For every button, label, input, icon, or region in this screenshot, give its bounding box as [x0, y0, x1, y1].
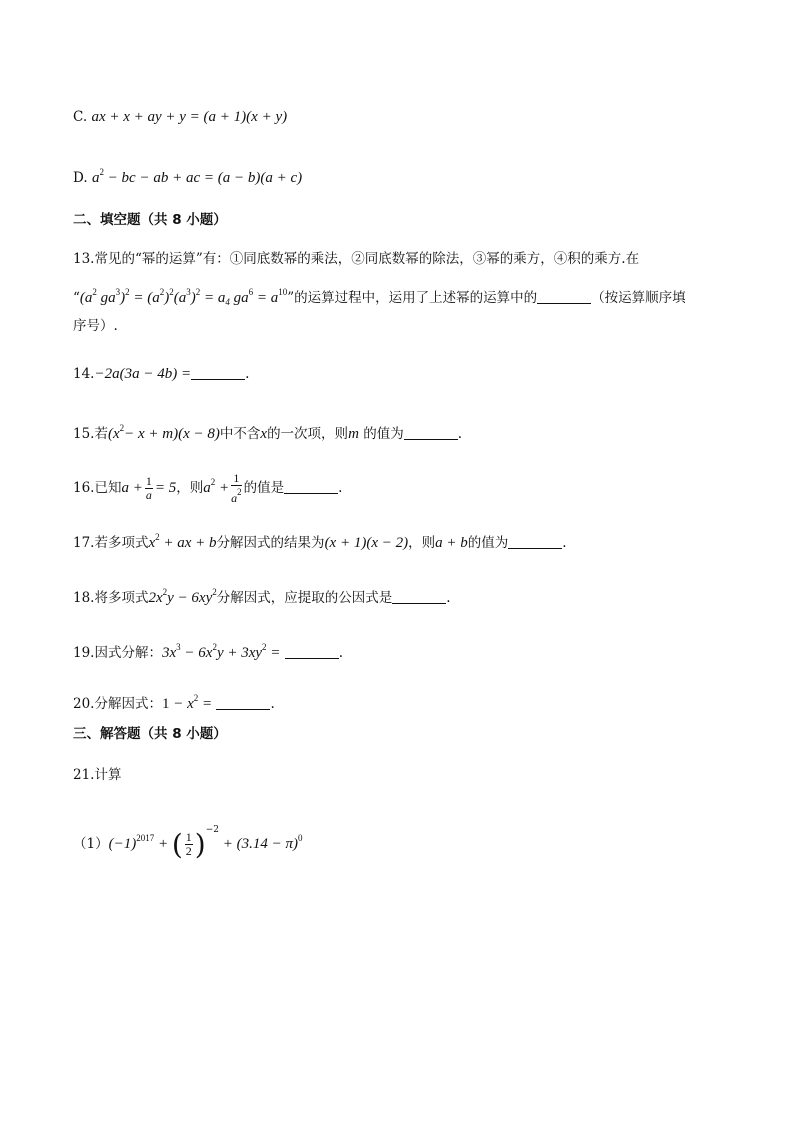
- q19: 19.因式分解：$3x^3 - 6x^2y + 3xy^2$ = .: [73, 642, 344, 661]
- q21-expression: $(-1)^{2017}$ +: [108, 833, 172, 852]
- q13-line1: 13.常见的“幂的运算”有：①同底数幂的乘法，②同底数幂的除法，③幂的乘方，④积的乘方.在: [73, 251, 640, 267]
- q13-line2: “($a^2$ $ga^3)^2 = (a^2)^2(a^3)^2 = a_4$ $ga^6 = a^{10}$”的运算过程中，运用了上述幂的运算中的 （按运算顺序填: [73, 287, 686, 307]
- q16-fraction-1: $\frac{1}{a}$: [145, 474, 152, 502]
- q21-title: 21.计算: [73, 767, 122, 783]
- q14-answer-blank[interactable]: [191, 365, 245, 380]
- q15-expression: $(x^2- x + m)(x - 8)$: [107, 423, 220, 442]
- option-d-math: $a^2$ − bc − ab + ac = (a − b)(a + c): [91, 167, 303, 186]
- option-c-math: ax + x + ay + y = (a + 1)(x + y): [91, 109, 288, 125]
- q16-fraction-2: $\frac{1}{a^2}$: [231, 471, 242, 505]
- q17-answer-blank[interactable]: [508, 534, 562, 549]
- q14-expression: −2a(3a − 4b) =: [94, 366, 192, 382]
- q20-answer-blank[interactable]: [216, 695, 270, 710]
- q18: 18.将多项式$2x^2y - 6xy^2$分解因式，应提取的公因式是 .: [73, 587, 451, 606]
- q13-line3: 序号）.: [73, 318, 118, 334]
- q21-part1: $(1)(-1)^{2017}$ + ( $\frac{1}{2}$ )$^{-2} + (3.14 - \pi)^0$: [73, 825, 303, 861]
- section-fill-in-heading: 二、填空题（共 8 小题）: [73, 212, 227, 228]
- option-d: [73, 162, 302, 188]
- q17: 17.若多项式$x^2$ + ax + b分解因式的结果为(x + 1)(x − 2)，则a + b的值为 .: [73, 532, 567, 551]
- q16: 16.已知a + $\frac{1}{a}$ = 5，则$a^2$ + $\frac{1}{a^2}$ 的值是 .: [73, 471, 343, 505]
- q13-expression: ($a^2$ $ga^3)^2 = (a^2)^2(a^3)^2 = a_4$ $ga^6 = a^{10}$: [79, 287, 288, 307]
- option-c: [73, 107, 287, 127]
- section-answer-heading: 三、解答题（共 8 小题）: [73, 726, 227, 742]
- q13-answer-blank[interactable]: [537, 289, 591, 304]
- q18-answer-blank[interactable]: [392, 589, 446, 604]
- q19-answer-blank[interactable]: [285, 644, 339, 659]
- q15: 15.若$(x^2- x + m)(x - 8)$中不含x的一次项，则m 的值为 .: [73, 423, 462, 442]
- q15-answer-blank[interactable]: [404, 425, 458, 440]
- option-d-label: D.: [73, 170, 88, 186]
- q16-answer-blank[interactable]: [284, 479, 338, 494]
- q14: 14.−2a(3a − 4b) = .: [73, 366, 250, 382]
- q20: 20.分解因式：$1 - x^2$ = .: [73, 693, 275, 712]
- option-c-label: C.: [73, 109, 88, 125]
